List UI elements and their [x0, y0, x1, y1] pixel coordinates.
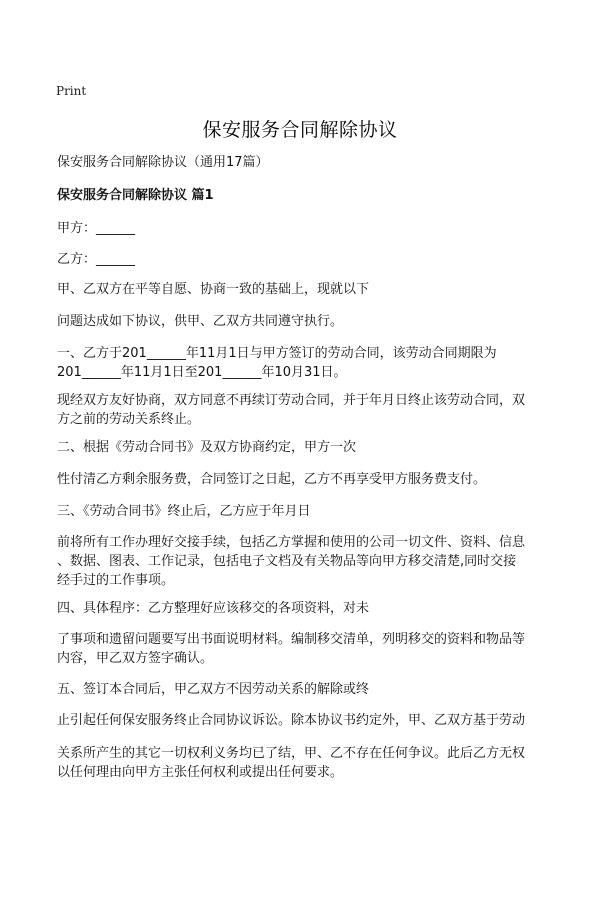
document-subtitle: 保安服务合同解除协议（通用17篇）: [57, 155, 269, 170]
paragraph-6: [57, 470, 552, 489]
section-heading: 保安服务合同解除协议 篇1: [57, 188, 214, 203]
paragraph-line: 止引起任何保安服务终止合同协议诉讼。除本协议书约定外，甲、乙双方基于劳动: [57, 713, 526, 728]
paragraph-line: 、数据、图表、工作记录，包括电子文档及有关物品等向甲方移交清楚,同时交接: [57, 554, 517, 569]
paragraph-line: 五、签订本合同后，甲乙双方不因劳动关系的解除或终: [57, 682, 370, 697]
paragraph-line: 三、《劳动合同书》终止后，乙方应于年月日: [57, 504, 311, 519]
paragraph-8: [57, 533, 552, 590]
paragraph-line: 性付清乙方剩余服务费，合同签订之日起，乙方不再享受甲方服务费支付。: [57, 472, 487, 487]
paragraph-4: [57, 391, 552, 429]
paragraph-9: [57, 599, 552, 618]
paragraph-1: [57, 280, 552, 299]
paragraph-line: 经手过的工作事项。: [57, 573, 175, 588]
paragraph-12: [57, 711, 552, 730]
paragraph-line: 前将所有工作办理好交接手续，包括乙方掌握和使用的公司一切文件、资料、信息: [57, 535, 526, 550]
paragraph-line: 现经双方友好协商，双方同意不再续订劳动合同，并于年月日终止该劳动合同，双: [57, 393, 526, 408]
paragraph-13: [57, 744, 552, 782]
print-label: Print: [56, 84, 87, 98]
paragraph-line: 了事项和遗留问题要写出书面说明材料。编制移交清单，列明移交的资料和物品等: [57, 632, 526, 647]
paragraph-5: [57, 438, 552, 457]
paragraph-line: 内容，甲乙双方签字确认。: [57, 651, 214, 666]
paragraph-line: 一、乙方于201______年11月1日与甲方签订的劳动合同，该劳动合同期限为: [57, 346, 497, 361]
paragraph-line: 201______年11月1日至201______年10月31日。: [57, 365, 347, 380]
paragraph-3: [57, 344, 552, 382]
paragraph-line: 四、具体程序：乙方整理好应该移交的各项资料，对未: [57, 601, 370, 616]
paragraph-line: 关系所产生的其它一切权利义务均已了结，甲、乙不存在任何争议。此后乙方无权: [57, 746, 526, 761]
paragraph-line: 问题达成如下协议，供甲、乙双方共同遵守执行。: [57, 314, 344, 329]
paragraph-10: [57, 630, 552, 668]
party-a-line: 甲方：______: [57, 221, 136, 236]
paragraph-line: 二、根据《劳动合同书》及双方协商约定，甲方一次: [57, 440, 357, 455]
paragraph-line: 甲、乙双方在平等自愿、协商一致的基础上，现就以下: [57, 282, 370, 297]
paragraph-11: [57, 680, 552, 699]
paragraph-line: 以任何理由向甲方主张任何权利或提出任何要求。: [57, 765, 344, 780]
paragraph-line: 方之前的劳动关系终止。: [57, 412, 201, 427]
paragraph-7: [57, 502, 552, 521]
paragraph-2: [57, 312, 552, 331]
document-title: 保安服务合同解除协议: [202, 119, 398, 141]
party-b-line: 乙方：______: [57, 252, 136, 267]
